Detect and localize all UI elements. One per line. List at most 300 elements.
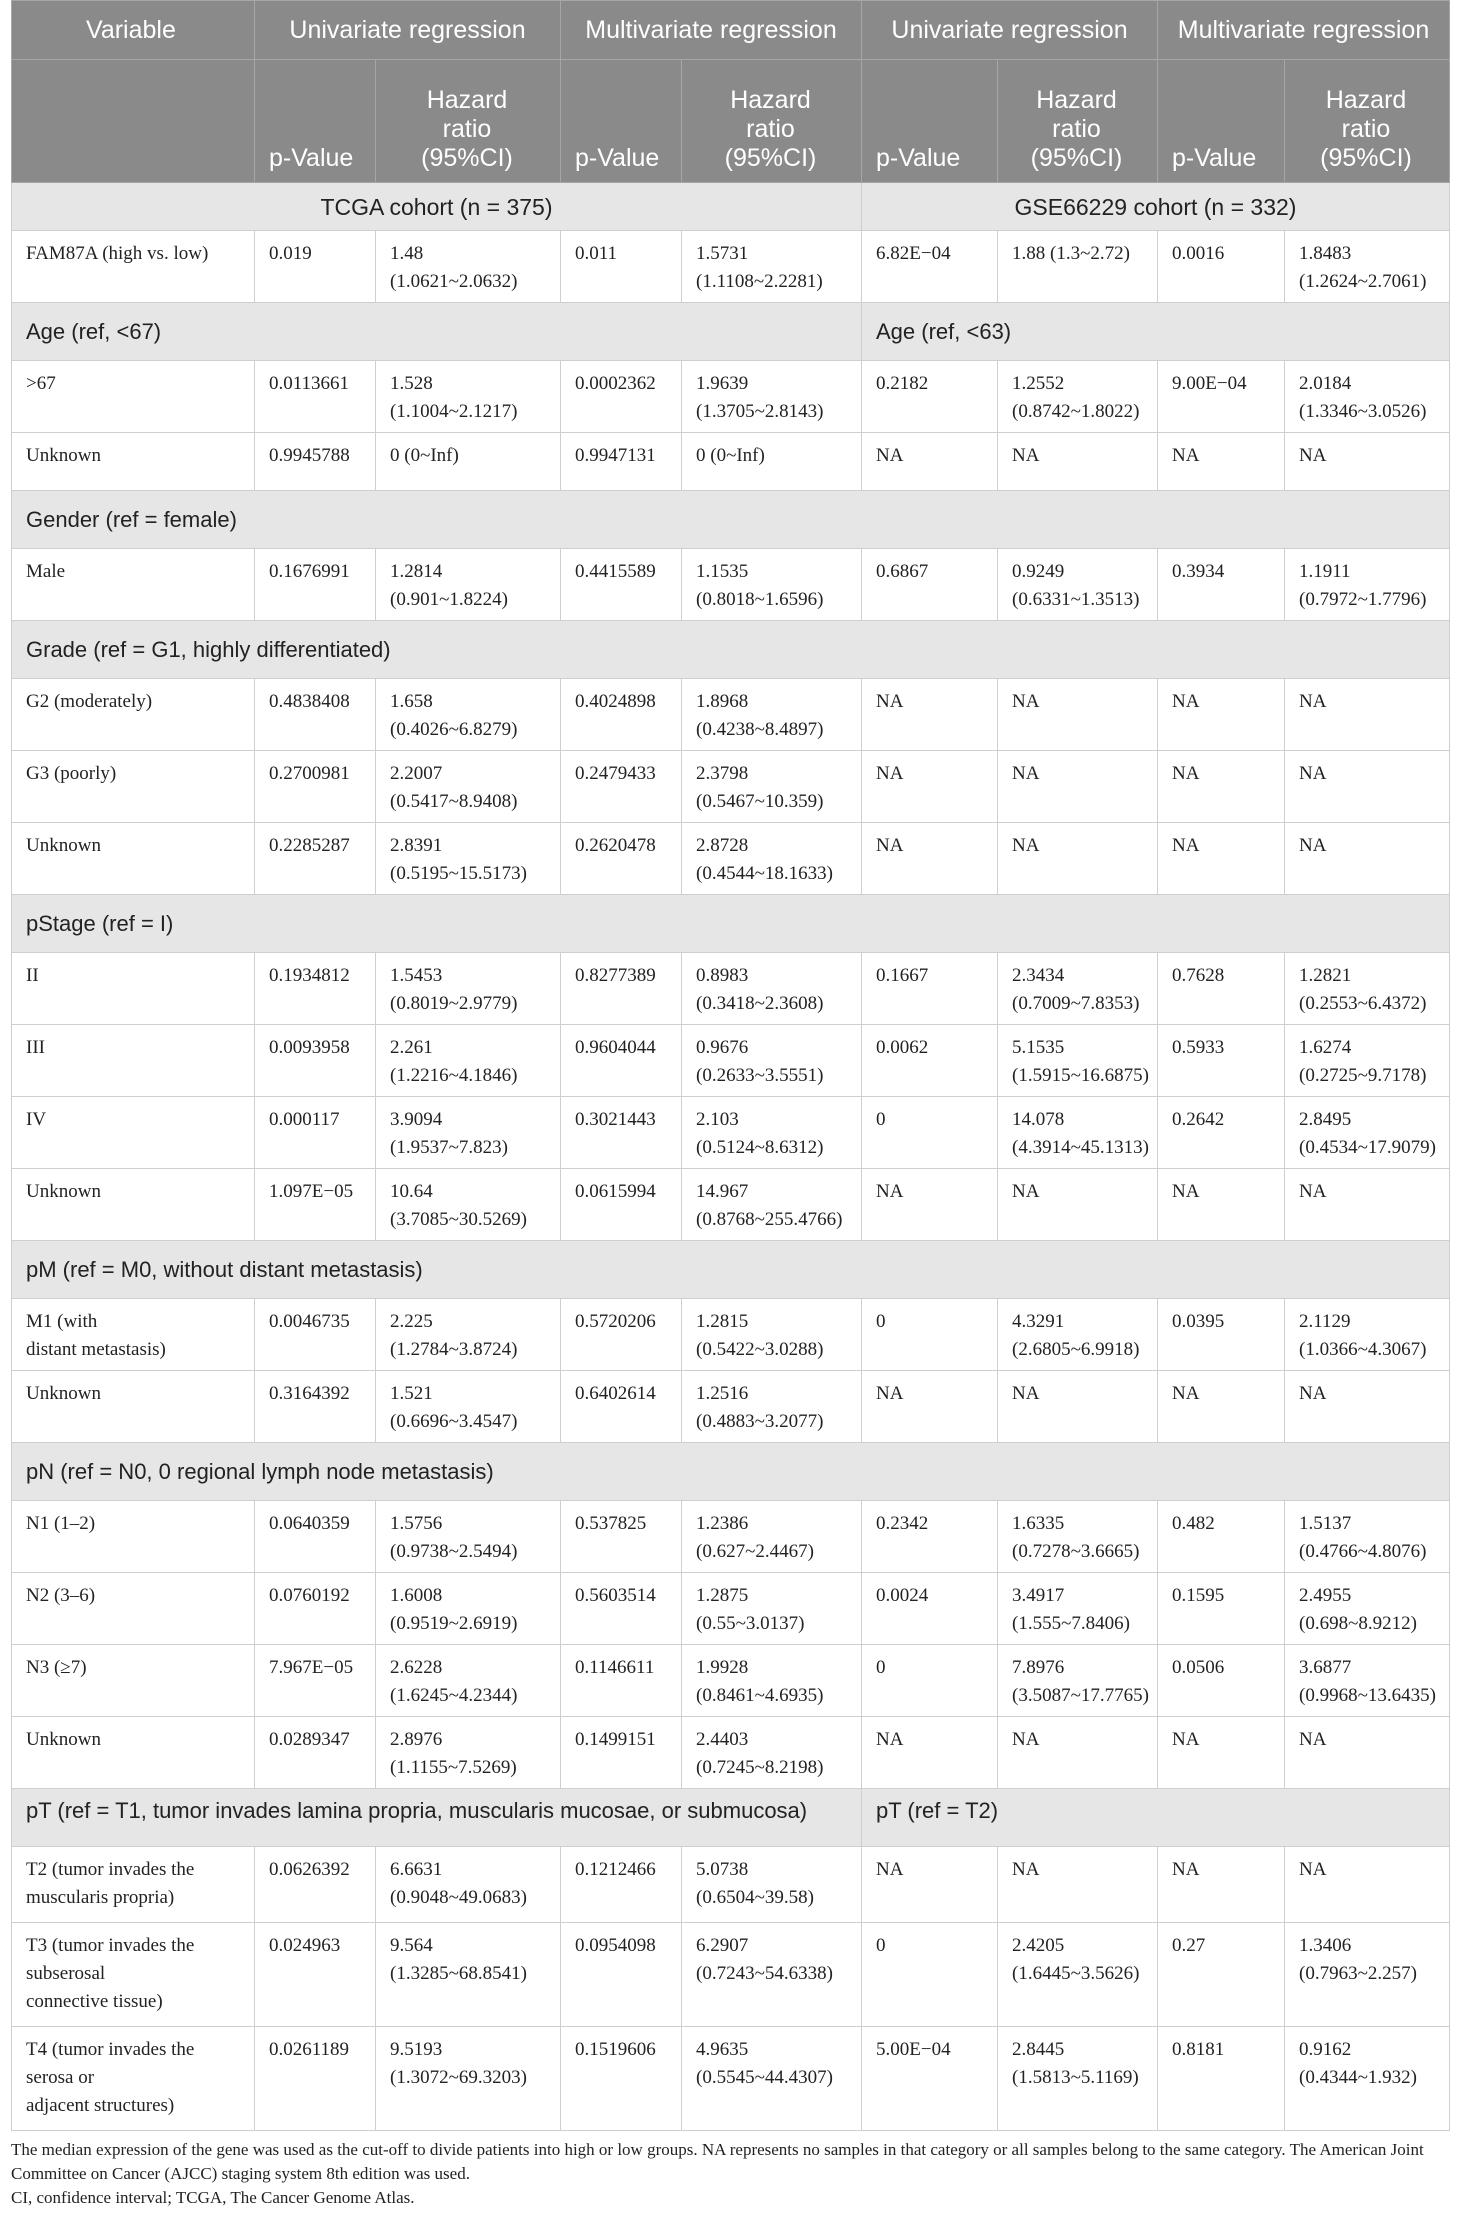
hazard-ratio-value: 2.3434 — [1012, 965, 1065, 986]
hazard-ratio-ci: (0.5467~10.359) — [696, 791, 824, 812]
table-row — [12, 361, 1450, 433]
hazard-ratio-tcga-univariate — [376, 953, 561, 1025]
table-row — [12, 1025, 1450, 1097]
hazard-ratio-ci: (0.5545~44.4307) — [696, 2067, 833, 2088]
p-value-gse-multivariate: 0.0395 — [1158, 1299, 1285, 1371]
hazard-ratio-gse-univariate — [998, 751, 1158, 823]
hazard-ratio-ci: (1.1108~2.2281) — [696, 271, 823, 292]
hazard-ratio-ci: (1.2784~3.8724) — [390, 1339, 518, 1360]
hazard-ratio-value: 2.4403 — [696, 1729, 749, 1750]
hazard-ratio-ci: (0.2553~6.4372) — [1299, 993, 1427, 1014]
hazard-ratio-tcga-multivariate — [682, 953, 862, 1025]
row-label: Unknown — [12, 823, 255, 895]
hazard-ratio-ci: (1.0621~2.0632) — [390, 271, 518, 292]
hazard-ratio-value: 2.4205 — [1012, 1935, 1065, 1956]
hazard-ratio-ci: (0.5422~3.0288) — [696, 1339, 824, 1360]
hazard-ratio-tcga-univariate — [376, 1923, 561, 2027]
p-value-tcga-multivariate: 0.9947131 — [561, 433, 682, 491]
p-value-tcga-univariate: 0.9945788 — [255, 433, 376, 491]
p-value-tcga-univariate: 0.3164392 — [255, 1371, 376, 1443]
header-hazard-ratio: Hazard ratio (95%CI) — [998, 60, 1158, 183]
hazard-ratio-ci: (0.627~2.4467) — [696, 1541, 814, 1562]
hazard-ratio-ci: (0.9048~49.0683) — [390, 1887, 527, 1908]
hazard-ratio-value: 2.0184 — [1299, 373, 1352, 394]
hazard-ratio-ci: (0.7009~7.8353) — [1012, 993, 1140, 1014]
table-row — [12, 2027, 1450, 2131]
hazard-ratio-value: NA — [1012, 1859, 1040, 1880]
header-tcga-univariate: Univariate regression — [255, 1, 561, 60]
hazard-ratio-tcga-univariate — [376, 1717, 561, 1789]
section-label-tcga: Age (ref, <67) — [12, 303, 862, 361]
hazard-ratio-value: 0.9162 — [1299, 2039, 1352, 2060]
row-label: III — [12, 1025, 255, 1097]
p-value-tcga-univariate: 0.0093958 — [255, 1025, 376, 1097]
p-value-tcga-multivariate: 0.011 — [561, 231, 682, 303]
hazard-ratio-value: NA — [1299, 445, 1327, 466]
hazard-ratio-value: 1.6335 — [1012, 1513, 1065, 1534]
hazard-ratio-gse-univariate — [998, 1923, 1158, 2027]
hazard-ratio-tcga-univariate — [376, 433, 561, 491]
header-hazard-ratio: Hazard ratio (95%CI) — [1285, 60, 1450, 183]
hazard-ratio-ci: (0.4238~8.4897) — [696, 719, 824, 740]
p-value-tcga-multivariate: 0.6402614 — [561, 1371, 682, 1443]
hazard-ratio-gse-multivariate — [1285, 549, 1450, 621]
regression-table-document — [11, 0, 1449, 2131]
hazard-ratio-ci: (1.5915~16.6875) — [1012, 1065, 1149, 1086]
hazard-ratio-tcga-univariate — [376, 2027, 561, 2131]
header-p-value: p-Value — [862, 60, 998, 183]
header-p-value: p-Value — [1158, 60, 1285, 183]
hazard-ratio-value: 3.9094 — [390, 1109, 443, 1130]
hazard-ratio-tcga-multivariate — [682, 751, 862, 823]
table-row — [12, 231, 1450, 303]
hazard-ratio-value: 2.2007 — [390, 763, 443, 784]
hazard-ratio-ci: (3.5087~17.7765) — [1012, 1685, 1149, 1706]
header-tcga-multivariate: Multivariate regression — [561, 1, 862, 60]
hazard-ratio-value: 1.6008 — [390, 1585, 443, 1606]
hazard-ratio-gse-univariate — [998, 231, 1158, 303]
hazard-ratio-tcga-univariate — [376, 1025, 561, 1097]
hazard-ratio-value: 1.528 — [390, 373, 433, 394]
hazard-ratio-ci: (0.4344~1.932) — [1299, 2067, 1417, 2088]
section-label: pM (ref = M0, without distant metastasis) — [12, 1241, 1450, 1299]
section-row — [12, 895, 1450, 953]
row-label: Unknown — [12, 433, 255, 491]
hazard-ratio-value: 5.1535 — [1012, 1037, 1065, 1058]
hazard-ratio-value: NA — [1299, 835, 1327, 856]
hazard-ratio-gse-univariate — [998, 823, 1158, 895]
p-value-tcga-univariate: 0.1676991 — [255, 549, 376, 621]
hazard-ratio-gse-multivariate — [1285, 1371, 1450, 1443]
hazard-ratio-gse-multivariate — [1285, 679, 1450, 751]
p-value-tcga-multivariate: 0.3021443 — [561, 1097, 682, 1169]
p-value-tcga-multivariate: 0.2479433 — [561, 751, 682, 823]
row-label: N1 (1–2) — [12, 1501, 255, 1573]
p-value-gse-multivariate: NA — [1158, 433, 1285, 491]
p-value-gse-univariate: 0 — [862, 1299, 998, 1371]
hazard-ratio-ci: (0.6696~3.4547) — [390, 1411, 518, 1432]
hazard-ratio-tcga-multivariate — [682, 1025, 862, 1097]
hazard-ratio-gse-univariate — [998, 361, 1158, 433]
hazard-ratio-value: NA — [1299, 1859, 1327, 1880]
hazard-ratio-value: 6.6631 — [390, 1859, 443, 1880]
p-value-tcga-univariate: 1.097E−05 — [255, 1169, 376, 1241]
header-p-value: p-Value — [255, 60, 376, 183]
hazard-ratio-gse-multivariate — [1285, 1847, 1450, 1923]
hazard-ratio-gse-univariate — [998, 1371, 1158, 1443]
table-row — [12, 1645, 1450, 1717]
p-value-gse-multivariate: 0.2642 — [1158, 1097, 1285, 1169]
hazard-ratio-gse-univariate — [998, 1299, 1158, 1371]
p-value-tcga-univariate: 0.0626392 — [255, 1847, 376, 1923]
table-row — [12, 953, 1450, 1025]
hazard-ratio-value: NA — [1012, 1729, 1040, 1750]
hazard-ratio-tcga-univariate — [376, 1645, 561, 1717]
hazard-ratio-ci: (0.5417~8.9408) — [390, 791, 518, 812]
hazard-ratio-ci: (0.4534~17.9079) — [1299, 1137, 1436, 1158]
p-value-tcga-univariate: 0.0046735 — [255, 1299, 376, 1371]
hazard-ratio-value: 14.078 — [1012, 1109, 1065, 1130]
hazard-ratio-value: 2.1129 — [1299, 1311, 1351, 1332]
hazard-ratio-value: 9.564 — [390, 1935, 433, 1956]
hazard-ratio-ci: (1.0366~4.3067) — [1299, 1339, 1427, 1360]
hazard-ratio-ci: (1.3072~69.3203) — [390, 2067, 527, 2088]
hazard-ratio-value: 2.8495 — [1299, 1109, 1352, 1130]
p-value-tcga-univariate: 0.1934812 — [255, 953, 376, 1025]
header-gse-multivariate: Multivariate regression — [1158, 1, 1450, 60]
hazard-ratio-gse-univariate — [998, 1501, 1158, 1573]
hazard-ratio-ci: (0.8742~1.8022) — [1012, 401, 1140, 422]
hazard-ratio-ci: (0.9968~13.6435) — [1299, 1685, 1436, 1706]
hazard-ratio-gse-univariate — [998, 1847, 1158, 1923]
hazard-ratio-tcga-multivariate — [682, 549, 862, 621]
hazard-ratio-ci: (0.7963~2.257) — [1299, 1963, 1417, 1984]
hazard-ratio-tcga-univariate — [376, 549, 561, 621]
hazard-ratio-tcga-multivariate — [682, 231, 862, 303]
hazard-ratio-ci: (0.5195~15.5173) — [390, 863, 527, 884]
p-value-gse-multivariate: 0.482 — [1158, 1501, 1285, 1573]
p-value-gse-multivariate: 0.7628 — [1158, 953, 1285, 1025]
hazard-ratio-ci: (0.5124~8.6312) — [696, 1137, 824, 1158]
table-row — [12, 1717, 1450, 1789]
p-value-gse-univariate: 0.2342 — [862, 1501, 998, 1573]
p-value-tcga-multivariate: 0.5720206 — [561, 1299, 682, 1371]
table-row — [12, 1847, 1450, 1923]
table-row — [12, 1299, 1450, 1371]
p-value-gse-multivariate: NA — [1158, 1847, 1285, 1923]
hazard-ratio-value: 1.9639 — [696, 373, 749, 394]
row-label: II — [12, 953, 255, 1025]
hazard-ratio-value: 1.2814 — [390, 561, 443, 582]
table-row — [12, 823, 1450, 895]
footnote-abbreviations: CI, confidence interval; TCGA, The Cancer Genome Atlas. — [11, 2188, 415, 2207]
hazard-ratio-tcga-univariate — [376, 751, 561, 823]
hazard-ratio-tcga-multivariate — [682, 1645, 862, 1717]
hazard-ratio-gse-multivariate — [1285, 823, 1450, 895]
hazard-ratio-value: 1.5137 — [1299, 1513, 1352, 1534]
hazard-ratio-tcga-univariate — [376, 1573, 561, 1645]
hazard-ratio-value: 1.1911 — [1299, 561, 1351, 582]
p-value-tcga-multivariate: 0.4024898 — [561, 679, 682, 751]
hazard-ratio-gse-multivariate — [1285, 1097, 1450, 1169]
hazard-ratio-value: 1.5756 — [390, 1513, 443, 1534]
p-value-gse-univariate: NA — [862, 823, 998, 895]
hazard-ratio-value: NA — [1012, 1383, 1040, 1404]
p-value-tcga-univariate: 0.000117 — [255, 1097, 376, 1169]
p-value-gse-univariate: NA — [862, 751, 998, 823]
hazard-ratio-value: 2.103 — [696, 1109, 739, 1130]
p-value-gse-univariate: 6.82E−04 — [862, 231, 998, 303]
table-row — [12, 1923, 1450, 2027]
table-row — [12, 679, 1450, 751]
hazard-ratio-gse-multivariate — [1285, 1299, 1450, 1371]
table-row — [12, 1097, 1450, 1169]
p-value-tcga-univariate: 0.0113661 — [255, 361, 376, 433]
p-value-tcga-univariate: 7.967E−05 — [255, 1645, 376, 1717]
p-value-gse-univariate: 0.0062 — [862, 1025, 998, 1097]
p-value-gse-univariate: 0.0024 — [862, 1573, 998, 1645]
p-value-tcga-multivariate: 0.0615994 — [561, 1169, 682, 1241]
hazard-ratio-value: 1.2552 — [1012, 373, 1065, 394]
p-value-gse-univariate: 0 — [862, 1923, 998, 2027]
section-label-gse: pT (ref = T2) — [862, 1789, 1450, 1847]
p-value-gse-univariate: 0.6867 — [862, 549, 998, 621]
hazard-ratio-ci: (0.7245~8.2198) — [696, 1757, 824, 1778]
hazard-ratio-ci: (2.6805~6.9918) — [1012, 1339, 1140, 1360]
hazard-ratio-value: NA — [1299, 1181, 1327, 1202]
hazard-ratio-value: NA — [1299, 763, 1327, 784]
hazard-ratio-gse-univariate — [998, 1025, 1158, 1097]
hazard-ratio-tcga-multivariate — [682, 679, 862, 751]
table-body — [12, 183, 1450, 2131]
hazard-ratio-gse-univariate — [998, 2027, 1158, 2131]
p-value-gse-multivariate: NA — [1158, 679, 1285, 751]
hazard-ratio-gse-univariate — [998, 1097, 1158, 1169]
hazard-ratio-value: 1.2815 — [696, 1311, 749, 1332]
hazard-ratio-gse-multivariate — [1285, 1501, 1450, 1573]
hazard-ratio-ci: (1.1004~2.1217) — [390, 401, 518, 422]
p-value-gse-univariate: NA — [862, 433, 998, 491]
p-value-tcga-multivariate: 0.5603514 — [561, 1573, 682, 1645]
hazard-ratio-ci: (0.901~1.8224) — [390, 589, 508, 610]
hazard-ratio-ci: (1.6245~4.2344) — [390, 1685, 518, 1706]
p-value-tcga-multivariate: 0.1146611 — [561, 1645, 682, 1717]
hazard-ratio-ci: (1.6445~3.5626) — [1012, 1963, 1140, 1984]
p-value-tcga-univariate: 0.2285287 — [255, 823, 376, 895]
footnote-text: The median expression of the gene was used as the cut-off to divide patients into high or low groups. NA represents no samples in that category or all samples belong to the same category. The American Joint Committee on Cancer (AJCC) staging system 8th edition was used. — [11, 2140, 1424, 2183]
hazard-ratio-value: 1.521 — [390, 1383, 433, 1404]
hazard-ratio-ci: (0.7278~3.6665) — [1012, 1541, 1140, 1562]
p-value-gse-multivariate: NA — [1158, 823, 1285, 895]
hazard-ratio-gse-multivariate — [1285, 1645, 1450, 1717]
hazard-ratio-value: 5.0738 — [696, 1859, 749, 1880]
table-row — [12, 1573, 1450, 1645]
p-value-tcga-multivariate: 0.537825 — [561, 1501, 682, 1573]
p-value-gse-univariate: 0 — [862, 1097, 998, 1169]
hazard-ratio-ci: (1.555~7.8406) — [1012, 1613, 1130, 1634]
hazard-ratio-ci: (0.8768~255.4766) — [696, 1209, 843, 1230]
p-value-tcga-multivariate: 0.9604044 — [561, 1025, 682, 1097]
p-value-gse-multivariate: 0.0506 — [1158, 1645, 1285, 1717]
hazard-ratio-value: 2.8391 — [390, 835, 443, 856]
hazard-ratio-tcga-univariate — [376, 679, 561, 751]
table-header — [12, 1, 1450, 183]
section-row — [12, 303, 1450, 361]
hazard-ratio-tcga-multivariate — [682, 1847, 862, 1923]
p-value-gse-multivariate: 0.5933 — [1158, 1025, 1285, 1097]
p-value-gse-multivariate: 0.3934 — [1158, 549, 1285, 621]
p-value-gse-multivariate: NA — [1158, 1717, 1285, 1789]
hazard-ratio-value: 0.8983 — [696, 965, 749, 986]
p-value-tcga-multivariate: 0.0954098 — [561, 1923, 682, 2027]
hazard-ratio-ci: (0.4766~4.8076) — [1299, 1541, 1427, 1562]
hazard-ratio-tcga-multivariate — [682, 1573, 862, 1645]
p-value-gse-multivariate: 0.1595 — [1158, 1573, 1285, 1645]
hazard-ratio-value: NA — [1299, 691, 1327, 712]
hazard-ratio-tcga-univariate — [376, 1169, 561, 1241]
hazard-ratio-tcga-univariate — [376, 361, 561, 433]
hazard-ratio-value: 2.4955 — [1299, 1585, 1352, 1606]
header-variable: Variable — [12, 1, 255, 60]
p-value-gse-multivariate: 9.00E−04 — [1158, 361, 1285, 433]
hazard-ratio-gse-multivariate — [1285, 1025, 1450, 1097]
p-value-gse-univariate: 0 — [862, 1645, 998, 1717]
hazard-ratio-value: 10.64 — [390, 1181, 433, 1202]
hazard-ratio-tcga-multivariate — [682, 361, 862, 433]
hazard-ratio-value: 1.2875 — [696, 1585, 749, 1606]
hazard-ratio-ci: (0.9519~2.6919) — [390, 1613, 518, 1634]
hazard-ratio-ci: (1.3705~2.8143) — [696, 401, 824, 422]
p-value-tcga-multivariate: 0.1519606 — [561, 2027, 682, 2131]
hazard-ratio-gse-univariate — [998, 1169, 1158, 1241]
section-label: pStage (ref = I) — [12, 895, 1450, 953]
p-value-tcga-univariate: 0.0261189 — [255, 2027, 376, 2131]
hazard-ratio-tcga-multivariate — [682, 2027, 862, 2131]
hazard-ratio-tcga-multivariate — [682, 433, 862, 491]
section-row — [12, 1789, 1450, 1847]
section-label: Gender (ref = female) — [12, 491, 1450, 549]
row-label: Unknown — [12, 1169, 255, 1241]
table-row — [12, 433, 1450, 491]
p-value-gse-univariate: NA — [862, 1717, 998, 1789]
hazard-ratio-ci: (1.2216~4.1846) — [390, 1065, 518, 1086]
hazard-ratio-tcga-multivariate — [682, 1923, 862, 2027]
hazard-ratio-value: 2.3798 — [696, 763, 749, 784]
hazard-ratio-value: NA — [1299, 1729, 1327, 1750]
hazard-ratio-gse-multivariate — [1285, 953, 1450, 1025]
hazard-ratio-ci: (0.3418~2.3608) — [696, 993, 824, 1014]
hazard-ratio-ci: (0.8018~1.6596) — [696, 589, 824, 610]
section-row — [12, 491, 1450, 549]
hazard-ratio-value: 1.2516 — [696, 1383, 749, 1404]
row-label: G2 (moderately) — [12, 679, 255, 751]
p-value-tcga-multivariate: 0.8277389 — [561, 953, 682, 1025]
hazard-ratio-value: 1.2386 — [696, 1513, 749, 1534]
hazard-ratio-ci: (0.7972~1.7796) — [1299, 589, 1427, 610]
row-label: FAM87A (high vs. low) — [12, 231, 255, 303]
hazard-ratio-gse-multivariate — [1285, 231, 1450, 303]
table-footnote — [11, 2138, 1449, 2210]
hazard-ratio-tcga-univariate — [376, 823, 561, 895]
hazard-ratio-gse-multivariate — [1285, 361, 1450, 433]
hazard-ratio-value: 4.3291 — [1012, 1311, 1065, 1332]
hazard-ratio-ci: (3.7085~30.5269) — [390, 1209, 527, 1230]
row-label: N3 (≥7) — [12, 1645, 255, 1717]
row-label: T2 (tumor invades the muscularis propria) — [12, 1847, 255, 1923]
p-value-tcga-univariate: 0.024963 — [255, 1923, 376, 2027]
header-hazard-ratio: Hazard ratio (95%CI) — [376, 60, 561, 183]
hazard-ratio-ci: (1.5813~5.1169) — [1012, 2067, 1139, 2088]
hazard-ratio-ci: (0.6331~1.3513) — [1012, 589, 1140, 610]
row-label: Unknown — [12, 1717, 255, 1789]
table-row — [12, 751, 1450, 823]
hazard-ratio-tcga-univariate — [376, 231, 561, 303]
hazard-ratio-value: 0.9676 — [696, 1037, 749, 1058]
hazard-ratio-gse-univariate — [998, 433, 1158, 491]
hazard-ratio-value: 1.5731 — [696, 243, 749, 264]
hazard-ratio-tcga-multivariate — [682, 1371, 862, 1443]
hazard-ratio-value: 3.4917 — [1012, 1585, 1065, 1606]
hazard-ratio-ci: (1.3346~3.0526) — [1299, 401, 1427, 422]
hazard-ratio-ci: (0.9738~2.5494) — [390, 1541, 518, 1562]
hazard-ratio-tcga-multivariate — [682, 1169, 862, 1241]
hazard-ratio-value: 1.48 — [390, 243, 424, 264]
row-label: T3 (tumor invades the subserosal connective tissue) — [12, 1923, 255, 2027]
section-label-gse: Age (ref, <63) — [862, 303, 1450, 361]
hazard-ratio-gse-multivariate — [1285, 751, 1450, 823]
section-label: pN (ref = N0, 0 regional lymph node metastasis) — [12, 1443, 1450, 1501]
row-label: M1 (with distant metastasis) — [12, 1299, 255, 1371]
hazard-ratio-ci: (1.2624~2.7061) — [1299, 271, 1427, 292]
header-p-value: p-Value — [561, 60, 682, 183]
p-value-tcga-multivariate: 0.1499151 — [561, 1717, 682, 1789]
table-row — [12, 1501, 1450, 1573]
hazard-ratio-value: 2.225 — [390, 1311, 433, 1332]
hazard-ratio-value: 0 (0~Inf) — [696, 445, 765, 466]
header-blank — [12, 60, 255, 183]
p-value-gse-univariate: NA — [862, 1847, 998, 1923]
hazard-ratio-tcga-multivariate — [682, 1501, 862, 1573]
hazard-ratio-value: 1.88 (1.3~2.72) — [1012, 243, 1130, 264]
hazard-ratio-value: NA — [1299, 1383, 1327, 1404]
hazard-ratio-gse-multivariate — [1285, 1923, 1450, 2027]
hazard-ratio-value: 2.8976 — [390, 1729, 443, 1750]
hazard-ratio-tcga-univariate — [376, 1299, 561, 1371]
section-row — [12, 1443, 1450, 1501]
hazard-ratio-tcga-univariate — [376, 1847, 561, 1923]
p-value-gse-univariate: 5.00E−04 — [862, 2027, 998, 2131]
hazard-ratio-value: 4.9635 — [696, 2039, 749, 2060]
hazard-ratio-ci: (0.2633~3.5551) — [696, 1065, 824, 1086]
hazard-ratio-tcga-multivariate — [682, 823, 862, 895]
hazard-ratio-value: 14.967 — [696, 1181, 749, 1202]
p-value-tcga-multivariate: 0.4415589 — [561, 549, 682, 621]
hazard-ratio-ci: (1.9537~7.823) — [390, 1137, 508, 1158]
hazard-ratio-value: NA — [1012, 691, 1040, 712]
hazard-ratio-value: 2.8445 — [1012, 2039, 1065, 2060]
cohort-gse66229: GSE66229 cohort (n = 332) — [862, 183, 1450, 231]
hazard-ratio-gse-multivariate — [1285, 1573, 1450, 1645]
row-label: N2 (3–6) — [12, 1573, 255, 1645]
hazard-ratio-value: 1.8968 — [696, 691, 749, 712]
hazard-ratio-value: 2.6228 — [390, 1657, 443, 1678]
cohort-row — [12, 183, 1450, 231]
section-row — [12, 621, 1450, 679]
hazard-ratio-tcga-multivariate — [682, 1717, 862, 1789]
row-label: T4 (tumor invades the serosa or adjacent structures) — [12, 2027, 255, 2131]
hazard-ratio-gse-univariate — [998, 1645, 1158, 1717]
hazard-ratio-tcga-univariate — [376, 1501, 561, 1573]
